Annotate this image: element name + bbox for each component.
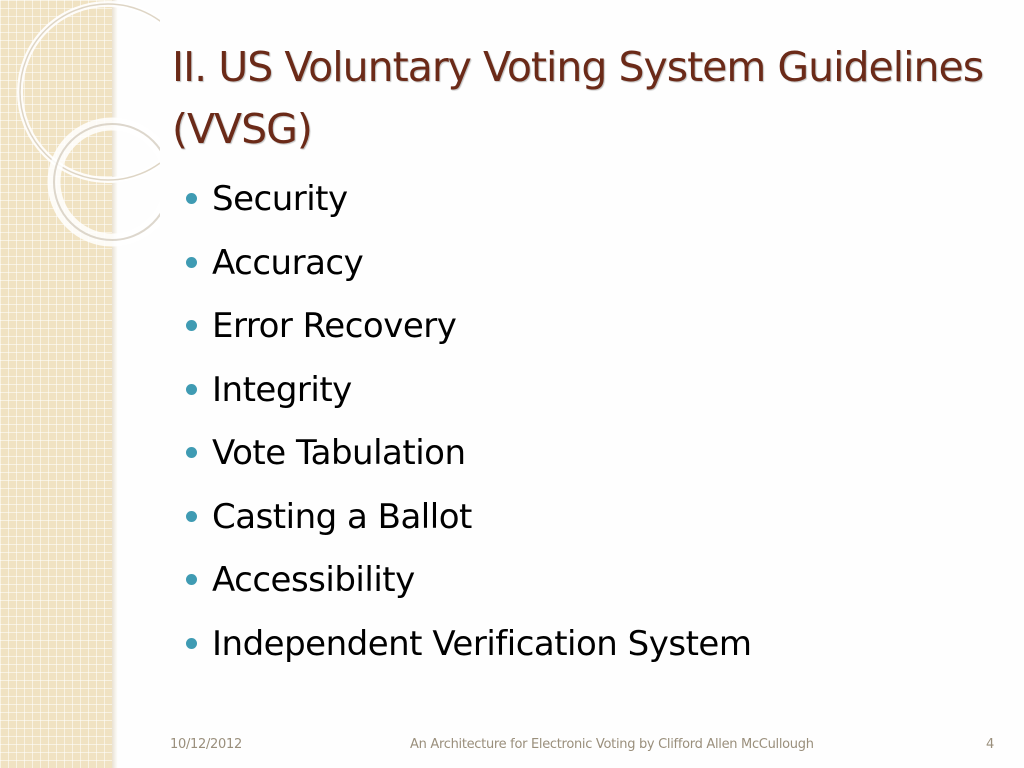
bullet-text: Vote Tabulation: [212, 433, 466, 473]
bullet-text: Error Recovery: [212, 306, 457, 346]
bullet-text: Casting a Ballot: [212, 496, 472, 537]
bullet-dot-icon: [186, 384, 197, 395]
bullet-dot-icon: [186, 320, 197, 331]
bullet-text: Independent Verification System: [212, 623, 752, 664]
footer-date: 10/12/2012: [170, 737, 242, 752]
bullet-dot-icon: [186, 447, 197, 458]
bullet-text: Integrity: [212, 369, 352, 410]
slide-title: II. US Voluntary Voting System Guidelines (VVSG): [172, 43, 984, 153]
slide-number: 4: [986, 737, 994, 752]
footer-title: An Architecture for Electronic Voting by Clifford Allen McCullough: [410, 737, 814, 752]
bullet-dot-icon: [186, 638, 197, 649]
bullet-text: Accessibility: [212, 560, 415, 600]
bullet-dot-icon: [186, 257, 197, 268]
bullet-text: Accuracy: [212, 242, 364, 283]
bullet-text: Security: [212, 179, 348, 219]
bullet-dot-icon: [186, 574, 197, 585]
bullet-dot-icon: [186, 193, 197, 204]
decorative-rings-graphic: [0, 0, 160, 270]
bullet-dot-icon: [186, 511, 197, 522]
